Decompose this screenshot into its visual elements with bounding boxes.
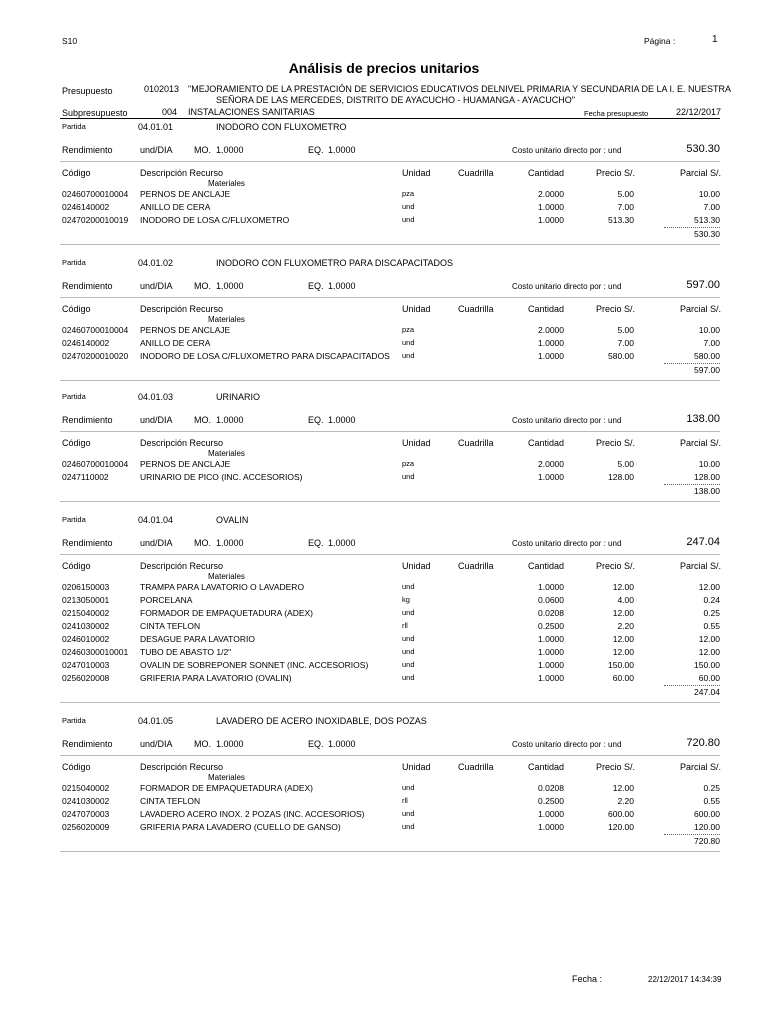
partida-name: INODORO CON FLUXOMETRO — [216, 122, 347, 132]
row-descripcion: ANILLO DE CERA — [140, 202, 211, 212]
col-precio: Precio S/. — [596, 168, 636, 178]
materiales-label: Materiales — [208, 179, 245, 188]
row-parcial: 10.00 — [698, 189, 720, 199]
row-codigo: 0241030002 — [62, 621, 110, 631]
materiales-label: Materiales — [208, 572, 245, 581]
rendimiento-unit: und/DIA — [140, 538, 173, 548]
row-cantidad: 0.2500 — [538, 621, 564, 631]
row-codigo: 02460700010004 — [62, 459, 129, 469]
row-unidad: und — [402, 809, 415, 818]
col-cantidad: Cantidad — [528, 561, 565, 571]
row-descripcion: FORMADOR DE EMPAQUETADURA (ADEX) — [140, 783, 314, 793]
row-unidad: pza — [402, 189, 415, 198]
eq-label: EQ. — [308, 538, 324, 548]
presupuesto-desc-1: "MEJORAMIENTO DE LA PRESTACIÓN DE SERVICIOS EDUCATIVOS DELNIVEL PRIMARIA Y SECUNDARIA DE LA I. E. NUESTRA — [188, 84, 731, 94]
presupuesto-code: 0102013 — [144, 84, 180, 94]
costo-unitario-label: Costo unitario directo por : und — [512, 146, 622, 155]
col-unidad: Unidad — [402, 168, 431, 178]
row-precio: 580.00 — [608, 351, 634, 361]
subtotal-divider — [664, 363, 720, 364]
partida-block-04.01.02 — [0, 254, 768, 394]
row-cantidad: 1.0000 — [538, 809, 564, 819]
row-descripcion: URINARIO DE PICO (INC. ACCESORIOS) — [140, 472, 303, 482]
partida-code: 04.01.01 — [138, 122, 174, 132]
row-descripcion: LAVADERO ACERO INOX. 2 POZAS (INC. ACCESORIOS) — [140, 809, 365, 819]
row-descripcion: PERNOS DE ANCLAJE — [140, 325, 231, 335]
row-cantidad: 2.0000 — [538, 325, 564, 335]
col-cuadrilla: Cuadrilla — [458, 304, 494, 314]
row-precio: 2.20 — [617, 621, 634, 631]
col-descripcion: Descripción Recurso — [140, 168, 224, 178]
partida-label: Partida — [62, 515, 86, 524]
partida-block-04.01.03 — [0, 388, 768, 528]
row-parcial: 7.00 — [703, 338, 720, 348]
row-unidad: und — [402, 582, 415, 591]
subpresupuesto-code: 004 — [162, 107, 178, 117]
row-precio: 12.00 — [612, 582, 634, 592]
partida-block-04.01.01 — [0, 118, 768, 258]
partida-code: 04.01.02 — [138, 258, 174, 268]
fecha-presupuesto: 22/12/2017 — [676, 107, 722, 117]
col-unidad: Unidad — [402, 304, 431, 314]
row-precio: 5.00 — [617, 459, 634, 469]
col-precio: Precio S/. — [596, 304, 636, 314]
row-precio: 600.00 — [608, 809, 634, 819]
col-unidad: Unidad — [402, 762, 431, 772]
rendimiento-unit: und/DIA — [140, 739, 173, 749]
materiales-label: Materiales — [208, 773, 245, 782]
subpresupuesto-label: Subpresupuesto — [62, 108, 128, 118]
row-codigo: 0215040002 — [62, 783, 110, 793]
mo-label: MO. — [194, 739, 211, 749]
row-precio: 12.00 — [612, 634, 634, 644]
eq-value: 1.0000 — [328, 739, 356, 749]
row-precio: 5.00 — [617, 325, 634, 335]
row-cantidad: 1.0000 — [538, 647, 564, 657]
row-precio: 12.00 — [612, 608, 634, 618]
row-precio: 60.00 — [612, 673, 634, 683]
rendimiento-label: Rendimiento — [62, 538, 113, 548]
partida-total: 247.04 — [694, 687, 720, 697]
col-codigo: Código — [62, 438, 91, 448]
footer-fecha-value: 22/12/2017 14:34:39 — [648, 975, 722, 984]
row-codigo: 0246140002 — [62, 338, 110, 348]
row-precio: 5.00 — [617, 189, 634, 199]
row-unidad: rll — [402, 621, 408, 630]
row-descripcion: GRIFERIA PARA LAVADERO (CUELLO DE GANSO) — [140, 822, 341, 832]
col-parcial: Parcial S/. — [680, 438, 722, 448]
row-unidad: und — [402, 647, 415, 656]
row-unidad: und — [402, 608, 415, 617]
page-number: 1 — [712, 34, 718, 45]
row-codigo: 0247110002 — [62, 472, 109, 482]
costo-unitario-value: 530.30 — [686, 143, 720, 155]
row-descripcion: OVALIN DE SOBREPONER SONNET (INC. ACCESORIOS) — [140, 660, 369, 670]
col-descripcion: Descripción Recurso — [140, 304, 224, 314]
partida-block-04.01.04 — [0, 511, 768, 697]
partida-code: 04.01.05 — [138, 716, 174, 726]
row-precio: 513.30 — [608, 215, 634, 225]
col-codigo: Código — [62, 304, 91, 314]
row-cantidad: 1.0000 — [538, 660, 564, 670]
rendimiento-label: Rendimiento — [62, 281, 113, 291]
row-descripcion: GRIFERIA PARA LAVATORIO (OVALIN) — [140, 673, 292, 683]
col-precio: Precio S/. — [596, 561, 636, 571]
row-parcial: 12.00 — [698, 634, 720, 644]
row-cantidad: 1.0000 — [538, 673, 564, 683]
partida-name: LAVADERO DE ACERO INOXIDABLE, DOS POZAS — [216, 716, 427, 726]
row-cantidad: 2.0000 — [538, 459, 564, 469]
subtotal-divider — [664, 834, 720, 835]
col-precio: Precio S/. — [596, 762, 636, 772]
row-unidad: rll — [402, 796, 408, 805]
row-cantidad: 1.0000 — [538, 215, 564, 225]
col-cantidad: Cantidad — [528, 168, 565, 178]
costo-unitario-label: Costo unitario directo por : und — [512, 740, 622, 749]
partida-code: 04.01.03 — [138, 392, 174, 402]
row-parcial: 0.25 — [703, 608, 720, 618]
row-codigo: 02470200010019 — [62, 215, 129, 225]
mo-value: 1.0000 — [216, 538, 244, 548]
row-descripcion: FORMADOR DE EMPAQUETADURA (ADEX) — [140, 608, 314, 618]
rendimiento-unit: und/DIA — [140, 145, 173, 155]
partida-total: 720.80 — [694, 836, 720, 846]
row-codigo: 0246140002 — [62, 202, 110, 212]
row-precio: 4.00 — [617, 595, 634, 605]
row-cantidad: 2.0000 — [538, 189, 564, 199]
row-unidad: und — [402, 215, 415, 224]
col-parcial: Parcial S/. — [680, 168, 722, 178]
partida-total: 138.00 — [694, 486, 720, 496]
row-parcial: 580.00 — [694, 351, 720, 361]
eq-value: 1.0000 — [328, 538, 356, 548]
row-descripcion: INODORO DE LOSA C/FLUXOMETRO — [140, 215, 290, 225]
presupuesto-label: Presupuesto — [62, 86, 113, 96]
mo-label: MO. — [194, 281, 211, 291]
row-descripcion: INODORO DE LOSA C/FLUXOMETRO PARA DISCAPACITADOS — [140, 351, 390, 361]
row-codigo: 0213050001 — [62, 595, 110, 605]
eq-value: 1.0000 — [328, 415, 356, 425]
row-cantidad: 1.0000 — [538, 202, 564, 212]
row-codigo: 02460700010004 — [62, 189, 129, 199]
costo-unitario-value: 138.00 — [686, 413, 720, 425]
col-unidad: Unidad — [402, 438, 431, 448]
row-precio: 7.00 — [617, 202, 634, 212]
col-cuadrilla: Cuadrilla — [458, 168, 494, 178]
col-cantidad: Cantidad — [528, 304, 565, 314]
row-codigo: 02470200010020 — [62, 351, 129, 361]
row-descripcion: CINTA TEFLON — [140, 621, 201, 631]
mo-label: MO. — [194, 145, 211, 155]
presupuesto-desc-2: SEÑORA DE LAS MERCEDES, DISTRITO DE AYACUCHO - HUAMANGA - AYACUCHO" — [216, 95, 575, 105]
row-cantidad: 1.0000 — [538, 472, 564, 482]
row-parcial: 12.00 — [698, 582, 720, 592]
materiales-label: Materiales — [208, 315, 245, 324]
row-precio: 150.00 — [608, 660, 634, 670]
col-cuadrilla: Cuadrilla — [458, 561, 494, 571]
row-cantidad: 0.0208 — [538, 783, 564, 793]
row-parcial: 7.00 — [703, 202, 720, 212]
partida-separator — [60, 244, 720, 245]
eq-label: EQ. — [308, 145, 324, 155]
col-cantidad: Cantidad — [528, 438, 565, 448]
row-unidad: pza — [402, 325, 415, 334]
eq-label: EQ. — [308, 739, 324, 749]
col-codigo: Código — [62, 561, 91, 571]
partida-separator — [60, 851, 720, 852]
eq-value: 1.0000 — [328, 281, 356, 291]
row-cantidad: 1.0000 — [538, 582, 564, 592]
partida-separator — [60, 501, 720, 502]
partida-label: Partida — [62, 122, 86, 131]
row-unidad: pza — [402, 459, 415, 468]
row-parcial: 513.30 — [694, 215, 720, 225]
row-descripcion: ANILLO DE CERA — [140, 338, 211, 348]
row-parcial: 128.00 — [694, 472, 720, 482]
row-descripcion: PERNOS DE ANCLAJE — [140, 459, 231, 469]
row-cantidad: 1.0000 — [538, 351, 564, 361]
row-descripcion: DESAGUE PARA LAVATORIO — [140, 634, 255, 644]
row-cantidad: 1.0000 — [538, 634, 564, 644]
partida-name: URINARIO — [216, 392, 261, 402]
row-unidad: und — [402, 634, 415, 643]
row-precio: 7.00 — [617, 338, 634, 348]
row-precio: 120.00 — [608, 822, 634, 832]
partida-total: 530.30 — [694, 229, 720, 239]
partida-total: 597.00 — [694, 365, 720, 375]
row-parcial: 0.55 — [703, 796, 720, 806]
row-unidad: und — [402, 822, 415, 831]
row-parcial: 600.00 — [694, 809, 720, 819]
eq-value: 1.0000 — [328, 145, 356, 155]
col-cuadrilla: Cuadrilla — [458, 438, 494, 448]
col-unidad: Unidad — [402, 561, 431, 571]
row-unidad: kg — [402, 595, 410, 604]
eq-label: EQ. — [308, 415, 324, 425]
col-descripcion: Descripción Recurso — [140, 762, 224, 772]
row-descripcion: TUBO DE ABASTO 1/2" — [140, 647, 232, 657]
col-parcial: Parcial S/. — [680, 561, 722, 571]
partida-name: OVALIN — [216, 515, 249, 525]
row-cantidad: 0.2500 — [538, 796, 564, 806]
rendimiento-label: Rendimiento — [62, 415, 113, 425]
row-precio: 12.00 — [612, 647, 634, 657]
row-unidad: und — [402, 202, 415, 211]
row-codigo: 0246010002 — [62, 634, 110, 644]
row-descripcion: PERNOS DE ANCLAJE — [140, 189, 231, 199]
subpresupuesto-desc: INSTALACIONES SANITARIAS — [188, 107, 315, 117]
mo-label: MO. — [194, 538, 211, 548]
rendimiento-unit: und/DIA — [140, 281, 173, 291]
col-parcial: Parcial S/. — [680, 762, 722, 772]
row-precio: 2.20 — [617, 796, 634, 806]
mo-value: 1.0000 — [216, 415, 244, 425]
partida-label: Partida — [62, 716, 86, 725]
costo-unitario-label: Costo unitario directo por : und — [512, 282, 622, 291]
system-label: S10 — [62, 36, 78, 46]
partida-code: 04.01.04 — [138, 515, 174, 525]
rendimiento-label: Rendimiento — [62, 145, 113, 155]
row-codigo: 0206150003 — [62, 582, 110, 592]
partida-block-04.01.05 — [0, 712, 768, 852]
subtotal-divider — [664, 685, 720, 686]
row-cantidad: 1.0000 — [538, 338, 564, 348]
col-codigo: Código — [62, 168, 91, 178]
row-unidad: und — [402, 673, 415, 682]
row-codigo: 0215040002 — [62, 608, 110, 618]
mo-value: 1.0000 — [216, 281, 244, 291]
col-precio: Precio S/. — [596, 438, 636, 448]
row-parcial: 120.00 — [694, 822, 720, 832]
costo-unitario-value: 720.80 — [686, 737, 720, 749]
row-codigo: 0256020009 — [62, 822, 110, 832]
partida-label: Partida — [62, 258, 86, 267]
row-codigo: 0247070003 — [62, 809, 110, 819]
row-cantidad: 0.0600 — [538, 595, 564, 605]
col-cantidad: Cantidad — [528, 762, 565, 772]
page-title: Análisis de precios unitarios — [288, 60, 480, 76]
footer-fecha-label: Fecha : — [572, 974, 603, 984]
row-unidad: und — [402, 351, 415, 360]
row-parcial: 0.25 — [703, 783, 720, 793]
row-parcial: 150.00 — [694, 660, 720, 670]
costo-unitario-value: 247.04 — [686, 536, 720, 548]
materiales-label: Materiales — [208, 449, 245, 458]
partida-label: Partida — [62, 392, 86, 401]
col-descripcion: Descripción Recurso — [140, 561, 224, 571]
partida-separator — [60, 702, 720, 703]
row-precio: 12.00 — [612, 783, 634, 793]
rendimiento-label: Rendimiento — [62, 739, 113, 749]
partida-separator — [60, 380, 720, 381]
row-precio: 128.00 — [608, 472, 634, 482]
row-cantidad: 1.0000 — [538, 822, 564, 832]
col-codigo: Código — [62, 762, 91, 772]
col-cuadrilla: Cuadrilla — [458, 762, 494, 772]
subtotal-divider — [664, 227, 720, 228]
row-unidad: und — [402, 783, 415, 792]
row-descripcion: PORCELANA — [140, 595, 193, 605]
row-descripcion: TRAMPA PARA LAVATORIO O LAVADERO — [140, 582, 305, 592]
mo-value: 1.0000 — [216, 145, 244, 155]
costo-unitario-label: Costo unitario directo por : und — [512, 416, 622, 425]
eq-label: EQ. — [308, 281, 324, 291]
costo-unitario-label: Costo unitario directo por : und — [512, 539, 622, 548]
col-parcial: Parcial S/. — [680, 304, 722, 314]
page-label: Página : — [644, 36, 676, 46]
subtotal-divider — [664, 484, 720, 485]
costo-unitario-value: 597.00 — [686, 279, 720, 291]
row-codigo: 0241030002 — [62, 796, 110, 806]
mo-label: MO. — [194, 415, 211, 425]
row-parcial: 10.00 — [698, 459, 720, 469]
row-parcial: 12.00 — [698, 647, 720, 657]
col-descripcion: Descripción Recurso — [140, 438, 224, 448]
row-codigo: 0256020008 — [62, 673, 110, 683]
row-codigo: 02460700010004 — [62, 325, 129, 335]
row-parcial: 10.00 — [698, 325, 720, 335]
row-unidad: und — [402, 338, 415, 347]
partida-name: INODORO CON FLUXOMETRO PARA DISCAPACITADOS — [216, 258, 454, 268]
row-parcial: 0.24 — [703, 595, 720, 605]
row-codigo: 0247010003 — [62, 660, 110, 670]
row-codigo: 02460300010001 — [62, 647, 129, 657]
row-cantidad: 0.0208 — [538, 608, 564, 618]
mo-value: 1.0000 — [216, 739, 244, 749]
fecha-presupuesto-label: Fecha presupuesto — [584, 109, 649, 118]
row-unidad: und — [402, 472, 415, 481]
row-unidad: und — [402, 660, 415, 669]
row-parcial: 0.55 — [703, 621, 720, 631]
rendimiento-unit: und/DIA — [140, 415, 173, 425]
row-descripcion: CINTA TEFLON — [140, 796, 201, 806]
row-parcial: 60.00 — [698, 673, 720, 683]
